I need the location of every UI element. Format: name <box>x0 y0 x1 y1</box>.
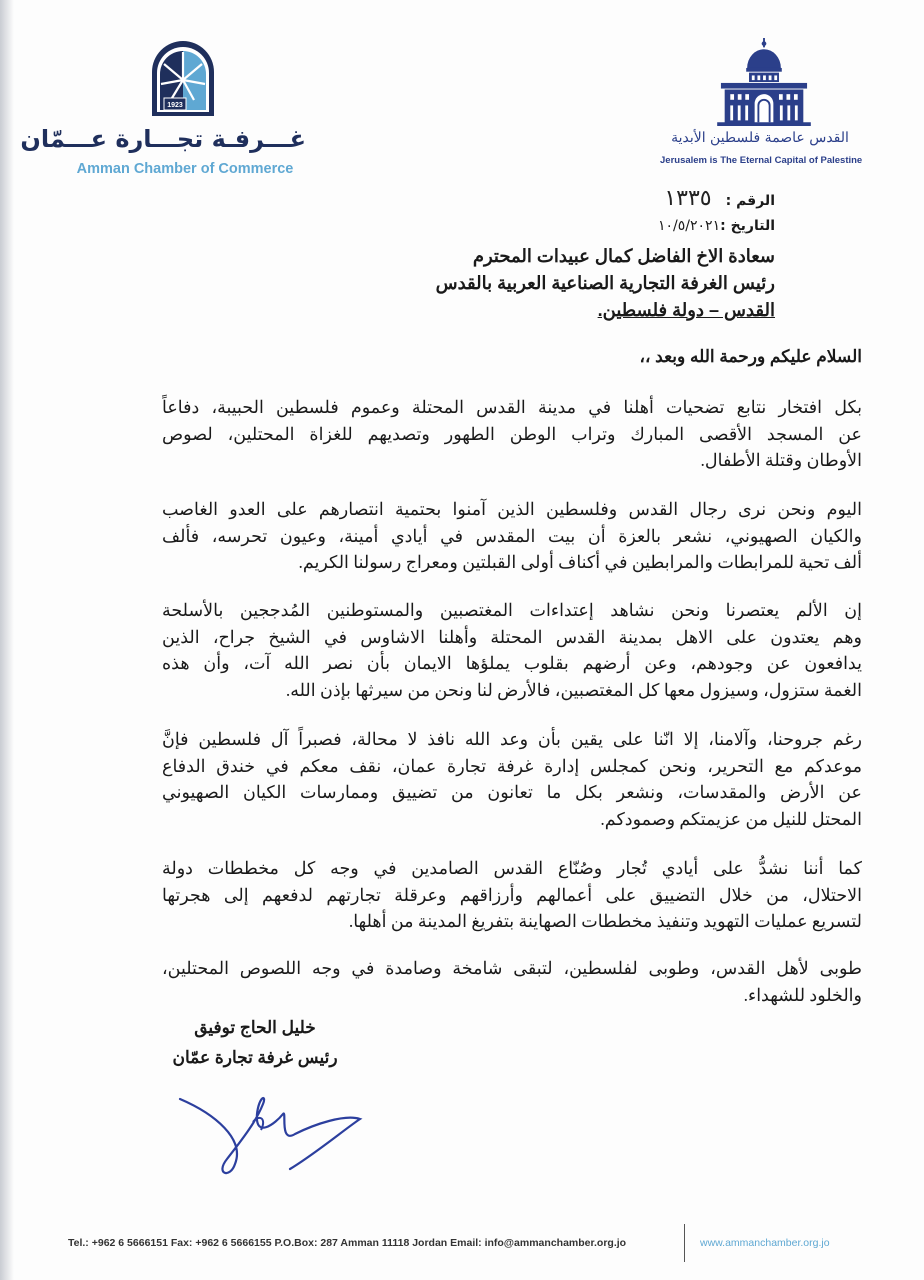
logo-year: 1923 <box>167 102 183 109</box>
body-paragraph <box>162 496 862 576</box>
footer-divider <box>684 1224 685 1262</box>
reference-value: ١٣٣٥ <box>664 186 712 211</box>
recipient-line: سعادة الاخ الفاضل كمال عبيدات المحترم <box>472 246 775 266</box>
date-value: ١٠/٥/٢٠٢١ <box>658 218 721 234</box>
signatory-name: خليل الحاج توفيق <box>194 1018 316 1037</box>
amman-chamber-logo <box>150 40 216 118</box>
paragraph-line: يدافعون عن وجودهم، وعن أرضهم بقلوب يملؤها الايمان بأن نصر الله آت، وأن هذه <box>162 653 862 673</box>
paragraph-line: طوبى لأهل القدس، وطوبى لفلسطين، لتبقى شامخة وصامدة في وجه اللصوص المحتلين، <box>162 958 862 978</box>
reference-number <box>664 186 775 212</box>
paragraph-line: الأوطان وقتلة الأطفال. <box>700 450 862 470</box>
paragraph-line: المحتل للنيل من عزيمتكم وصمودكم. <box>600 808 862 829</box>
letter-date <box>658 216 775 236</box>
paragraph-line: بكل افتخار نتابع تضحيات أهلنا في مدينة القدس المحتلة وعموم فلسطين الحبيبة، دفاعاً <box>162 397 862 417</box>
body-paragraph <box>162 955 862 1008</box>
recipient-line: القدس – دولة فلسطين. <box>597 300 775 320</box>
signatory-title: رئيس غرفة تجارة عمّان <box>172 1048 338 1067</box>
paragraph-line: عن المسجد الأقصى المبارك وتراب الوطن الطهور وتصديهم للغزاة المحتلين، لصوص <box>162 423 862 444</box>
paragraph-line: اليوم ونحن نرى رجال القدس وفلسطين الذين آمنوا بحتمية انتصارهم على العدو الغاصب <box>162 499 862 519</box>
handwritten-signature <box>175 1084 365 1184</box>
paragraph-line: وهم يعتدون على الاهل بمدينة القدس المحتلة وأهلنا الاشاوس في الشيخ جراح، الذين <box>162 626 862 647</box>
paragraph-line: كما أننا نشدُّ على أيادي تُجار وصُنّاع القدس الصامدين في وجه كل مخططات دولة <box>162 858 862 878</box>
tagline-english: Jerusalem is The Eternal Capital of Palestine <box>660 155 863 166</box>
footer-website[interactable]: www.ammanchamber.org.jo <box>700 1237 830 1249</box>
dome-of-rock-logo <box>712 38 816 126</box>
paragraph-line: إن الألم يعتصرنا ونحن نشاهد إعتداءات المغتصبين والمستوطنين المُدججين بالأسلحة <box>162 600 862 620</box>
date-label: التاريخ : <box>720 218 775 234</box>
paragraph-line: لتسريع عمليات التهويد وتنفيذ مخططات الصهاينة بتفريغ المدينة من أهلها. <box>348 911 862 931</box>
footer-contact: Tel.: +962 6 5666151 Fax: +962 6 5666155 P.O.Box: 287 Amman 11118 Jordan Email: info@ammanchamber.org.jo <box>68 1237 627 1249</box>
paragraph-line: والكيان الصهيوني، نشعر بالعزة أن بيت المقدس في أيادي أمينة، وعيون تحرسه، فألف <box>162 525 862 546</box>
tagline-arabic: القدس عاصمة فلسطين الأبدية <box>671 130 849 146</box>
greeting: السلام عليكم ورحمة الله وبعد ،، <box>639 347 862 366</box>
body-paragraph <box>162 855 862 935</box>
paragraph-line: الغمة ستزول، وسيزول معها كل المغتصبين، فالأرض لنا ونحن من سيرثها بإذن الله. <box>285 679 862 700</box>
body-paragraph <box>162 726 862 832</box>
paragraph-line: موعدكم مع التحرير، ونحن كمجلس إدارة غرفة تجارة عمان، نقف معكم في خندق الدفاع <box>162 755 862 776</box>
recipient-line: رئيس الغرفة التجارية الصناعية العربية بالقدس <box>435 273 775 293</box>
paragraph-line: الاحتلال، من خلال التضييق على أعمالهم وأرزاقهم وعرقلة تجارتهم لدفعهم إلى هجرتها <box>162 884 862 905</box>
scan-edge-shadow <box>0 0 14 1280</box>
paragraph-line: والخلود للشهداء. <box>743 984 862 1005</box>
chamber-name-english: Amman Chamber of Commerce <box>76 161 294 177</box>
paragraph-line: رغم جروحنا، وآلامنا، إلا انّنا على يقين بأن وعد الله نافذ لا محالة، فصبراً آل فلسطين فإنَّ <box>162 729 862 749</box>
body-paragraph <box>162 597 862 703</box>
body-paragraph <box>162 394 862 474</box>
paragraph-line: عن الأرض والمقدسات، ونشعر بكل ما تعانون من تضييق وممارسات الكيان الصهيوني <box>162 782 862 802</box>
reference-label: الرقم : <box>725 193 775 209</box>
paragraph-line: ألف تحية للمرابطات والمرابطين في أكناف أولى القبلتين ومعراج رسولنا الكريم. <box>298 552 862 572</box>
chamber-name-arabic: غـــرفـة تجـــارة عـــمّان <box>20 125 306 153</box>
